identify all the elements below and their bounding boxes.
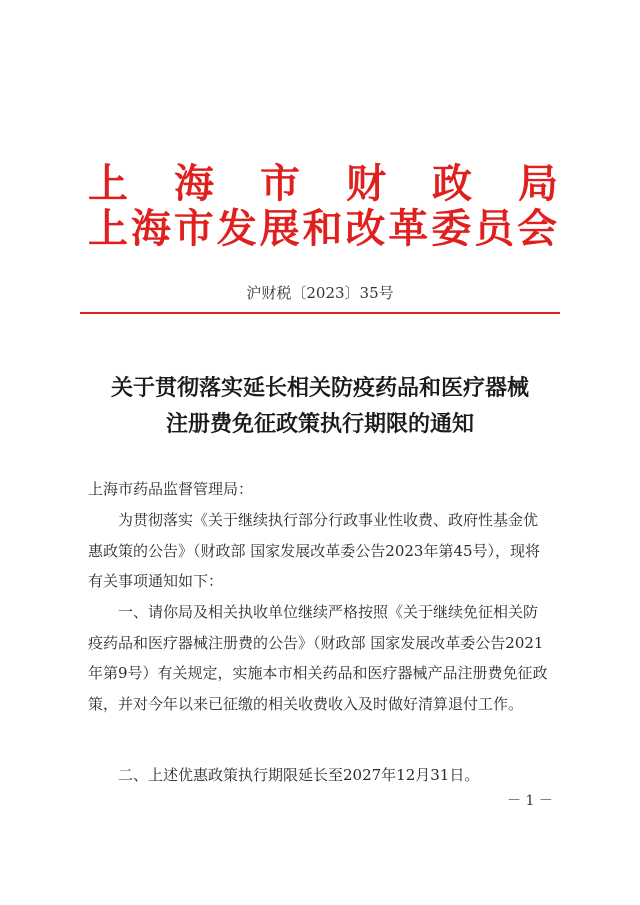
issuing-agency-finance-bureau: 上海市财政局 xyxy=(88,161,558,207)
document-title-line-2: 注册费免征政策执行期限的通知 xyxy=(165,412,474,437)
page-number: － 1 － xyxy=(507,793,553,809)
body-paragraph-2: 一、请你局及相关执收单位继续严格按照《关于继续免征相关防疫药品和医疗器械注册费的公告》（财政部 国家发展改革委公告2021年第9号）有关规定，实施本市相关药品和医疗器械产品注册费免征政策，并对今年以来已征缴的相关收费收入及时做好清算退付工作。 xyxy=(88,603,548,713)
salutation: 上海市药品监督管理局： xyxy=(88,480,254,498)
document-number: 沪财税〔2023〕35号 xyxy=(246,284,394,302)
document-title-line-1: 关于贯彻落实延长相关防疫药品和医疗器械 xyxy=(110,376,529,401)
red-header-rule xyxy=(80,312,560,314)
body-paragraph-3: 二、上述优惠政策执行期限延长至2027年12月31日。 xyxy=(118,766,480,784)
body-paragraph-1: 为贯彻落实《关于继续执行部分行政事业性收费、政府性基金优惠政策的公告》（财政部 国家发展改革委公告2023年第45号），现将有关事项通知如下： xyxy=(88,511,541,590)
issuing-agency-development-reform-commission: 上海市发展和改革委员会 xyxy=(88,206,558,252)
